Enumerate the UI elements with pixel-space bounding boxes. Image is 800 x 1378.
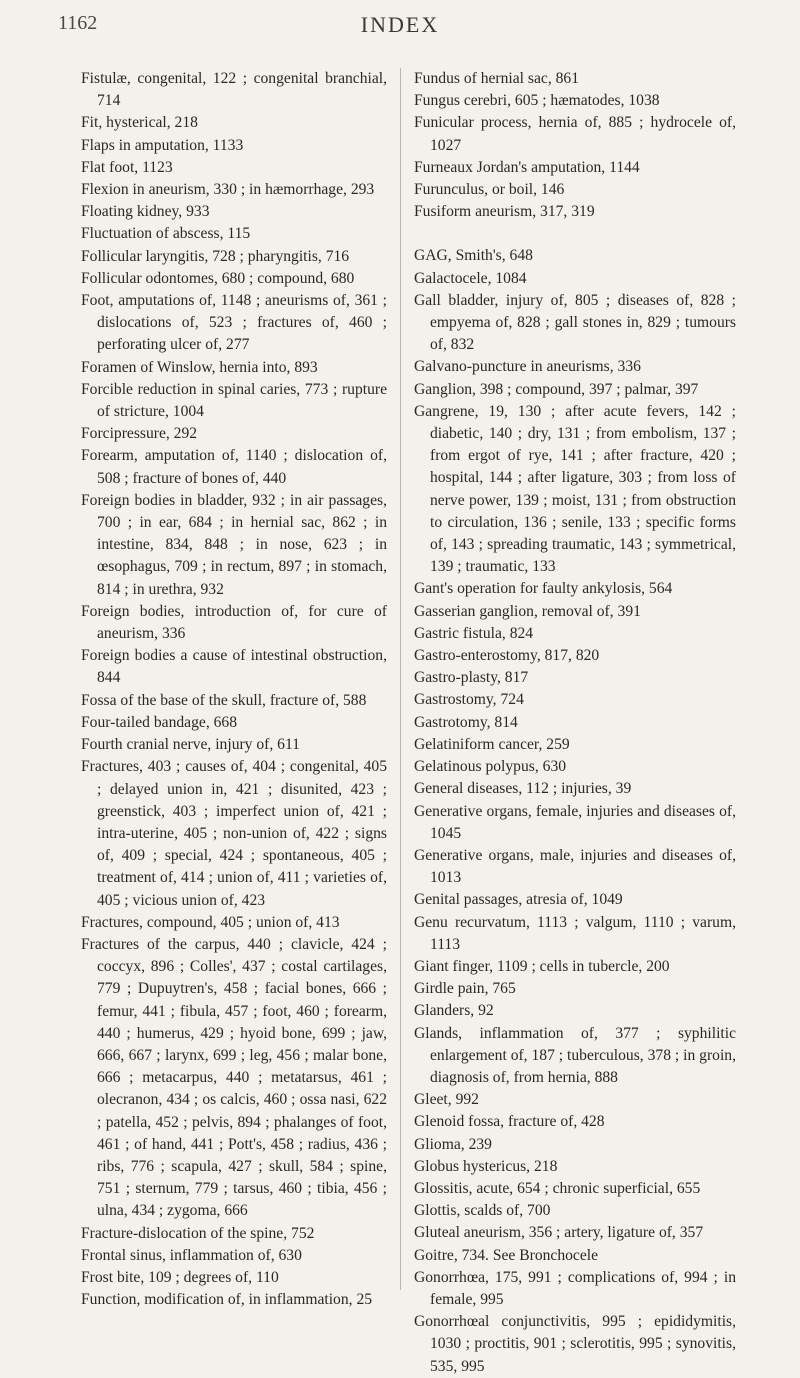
index-entry: Glossitis, acute, 654 ; chronic superficial, 655 xyxy=(414,1179,701,1197)
index-entry: Gelatiniform cancer, 259 xyxy=(414,735,570,753)
index-entry: Fractures of the carpus, 440 ; clavicle, 424 ; coccyx, 896 ; Colles', 437 ; costal cartilages, 779 ; Dupuytren's, 458 ; facial bones, 666 ; femur, 441 ; fibula, 457 ; foot, 460 ; forearm, 440 ; humerus, 429 ; hyoid bone, 699 ; jaw, 666, 667 ; larynx, 699 ; leg, 456 ; malar bone, 666 ; metacarpus, 440 ; metatarsus, 461 ; olecranon, 434 ; os calcis, 460 ; ossa nasi, 622 ; patella, 452 ; pelvis, 894 ; phalanges of foot, 461 ; of hand, 441 ; Pott's, 458 ; radius, 436 ; ribs, 776 ; scapula, 427 ; skull, 584 ; spine, 751 ; sternum, 779 ; tarsus, 460 ; tibia, 456 ; ulna, 434 ; zygoma, 666 xyxy=(81,935,387,1220)
index-section-g xyxy=(414,245,736,1377)
index-entry: Forcipressure, 292 xyxy=(81,425,198,443)
running-head: INDEX xyxy=(360,12,440,37)
index-entry: Foreign bodies in bladder, 932 ; in air passages, 700 ; in ear, 684 ; in hernial sac, 862 ; in intestine, 834, 848 ; in nose, 623 ; in œsophagus, 709 ; in rectum, 897 ; in stomach, 814 ; in urethra, 932 xyxy=(81,491,387,598)
index-entry: Gastrostomy, 724 xyxy=(414,691,524,709)
index-entry: Glioma, 239 xyxy=(414,1135,492,1153)
index-entry: Girdle pain, 765 xyxy=(414,980,516,998)
index-entry: Foot, amputations of, 1148 ; aneurisms of, 361 ; dislocations of, 523 ; fractures of, 460 ; perforating ulcer of, 277 xyxy=(81,292,387,354)
index-entry: Flaps in amputation, 1133 xyxy=(81,136,244,154)
index-entry: Frost bite, 109 ; degrees of, 110 xyxy=(81,1268,279,1286)
index-entry: Furneaux Jordan's amputation, 1144 xyxy=(414,158,640,176)
section-gap xyxy=(414,223,736,245)
index-entry: Furunculus, or boil, 146 xyxy=(414,181,565,199)
index-entry: Fistulæ, congenital, 122 ; congenital branchial, 714 xyxy=(81,70,387,110)
index-entry: Glanders, 92 xyxy=(414,1002,494,1020)
index-entry: Glands, inflammation of, 377 ; syphilitic enlargement of, 187 ; tuberculous, 378 ; in groin, diagnosis of, from hernia, 888 xyxy=(414,1024,736,1086)
index-entry: Foreign bodies a cause of intestinal obstruction, 844 xyxy=(81,647,387,687)
index-entry: Gall bladder, injury of, 805 ; diseases of, 828 ; empyema of, 828 ; gall stones in, 829 ; tumours of, 832 xyxy=(414,291,736,354)
index-entry: Gonorrhœal conjunctivitis, 995 ; epididymitis, 1030 ; proctitis, 901 ; sclerotitis, 995 ; synovitis, 535, 995 xyxy=(414,1313,736,1375)
index-entry: Gonorrhœa, 175, 991 ; complications of, 994 ; in female, 995 xyxy=(414,1268,736,1308)
index-entry: Gleet, 992 xyxy=(414,1091,479,1109)
index-entry: Four-tailed bandage, 668 xyxy=(81,713,238,731)
index-entry: Fractures, compound, 405 ; union of, 413 xyxy=(81,913,340,931)
index-entry: Frontal sinus, inflammation of, 630 xyxy=(81,1246,302,1264)
index-entry: Generative organs, male, injuries and diseases of, 1013 xyxy=(414,846,736,887)
index-entry: Ganglion, 398 ; compound, 397 ; palmar, 397 xyxy=(414,380,699,398)
index-entry: Genital passages, atresia of, 1049 xyxy=(414,891,623,909)
index-column-left xyxy=(81,68,387,1311)
index-entry: Forearm, amputation of, 1140 ; dislocation of, 508 ; fracture of bones of, 440 xyxy=(81,447,387,487)
index-entry: Fungus cerebri, 605 ; hæmatodes, 1038 xyxy=(414,92,660,110)
index-entry: Function, modification of, in inflammation, 25 xyxy=(81,1291,373,1309)
index-section-f xyxy=(414,68,736,223)
index-entry: General diseases, 112 ; injuries, 39 xyxy=(414,780,632,798)
index-entry: Gastrotomy, 814 xyxy=(414,713,518,731)
index-entry: Glenoid fossa, fracture of, 428 xyxy=(414,1113,605,1131)
index-entry: Fusiform aneurism, 317, 319 xyxy=(414,203,595,221)
index-entry: Generative organs, female, injuries and diseases of, 1045 xyxy=(414,802,736,842)
index-entry: Gelatinous polypus, 630 xyxy=(414,758,567,776)
index-entry: Foreign bodies, introduction of, for cure of aneurism, 336 xyxy=(81,602,387,643)
index-entry: Goitre, 734. See Bronchocele xyxy=(414,1246,599,1264)
index-entry: Gant's operation for faulty ankylosis, 564 xyxy=(414,580,673,598)
index-entry: Gastro-enterostomy, 817, 820 xyxy=(414,647,600,665)
index-entry: Fundus of hernial sac, 861 xyxy=(414,70,580,87)
index-entry: Gastric fistula, 824 xyxy=(414,624,534,642)
index-entry: Gangrene, 19, 130 ; after acute fevers, 142 ; diabetic, 140 ; dry, 131 ; from embolism, 137 ; from ergot of rye, 141 ; after fracture, 420 ; hospital, 144 ; after ligature, 303 ; from loss of nerve power, 139 ; moist, 131 ; from obstruction to circulation, 136 ; senile, 133 ; specific forms of, 143 ; spreading traumatic, 143 ; symmetrical, 139 ; traumatic, 133 xyxy=(414,402,736,576)
column-divider xyxy=(400,68,401,1290)
page-number: 1162 xyxy=(58,12,98,34)
index-entry: Funicular process, hernia of, 885 ; hydrocele of, 1027 xyxy=(414,114,736,154)
index-column-right xyxy=(414,68,736,1378)
index-entry: Follicular laryngitis, 728 ; pharyngitis, 716 xyxy=(81,247,350,265)
index-entry: Gasserian ganglion, removal of, 391 xyxy=(414,602,641,620)
index-entry: Floating kidney, 933 xyxy=(81,203,210,221)
index-entry: Fracture-dislocation of the spine, 752 xyxy=(81,1224,315,1242)
index-entry: Glottis, scalds of, 700 xyxy=(414,1202,551,1220)
index-entry: Fourth cranial nerve, injury of, 611 xyxy=(81,736,300,754)
index-entry: Genu recurvatum, 1113 ; valgum, 1110 ; varum, 1113 xyxy=(414,913,736,953)
index-entry: Fit, hysterical, 218 xyxy=(81,114,198,132)
index-entry: Foramen of Winslow, hernia into, 893 xyxy=(81,358,318,376)
index-entry: Gastro-plasty, 817 xyxy=(414,669,529,687)
index-entry: Follicular odontomes, 680 ; compound, 680 xyxy=(81,269,355,287)
index-entry: Fluctuation of abscess, 115 xyxy=(81,225,251,243)
index-entry: Forcible reduction in spinal caries, 773 ; rupture of stricture, 1004 xyxy=(81,380,387,421)
index-entry: Flat foot, 1123 xyxy=(81,158,173,176)
index-entry: Globus hystericus, 218 xyxy=(414,1157,558,1175)
index-entry: Fractures, 403 ; causes of, 404 ; congenital, 405 ; delayed union in, 421 ; disunited, 423 ; greenstick, 403 ; imperfect union of, 421 ; intra-uterine, 405 ; non-union of, 422 ; signs of, 409 ; special, 424 ; spontaneous, 405 ; treatment of, 414 ; union of, 411 ; varieties of, 405 ; vicious union of, 423 xyxy=(81,758,387,909)
index-entry: Galactocele, 1084 xyxy=(414,269,527,287)
index-entry: Fossa of the base of the skull, fracture of, 588 xyxy=(81,691,367,709)
index-entry: Flexion in aneurism, 330 ; in hæmorrhage, 293 xyxy=(81,181,375,199)
index-entry: Gluteal aneurism, 356 ; artery, ligature of, 357 xyxy=(414,1224,704,1242)
index-entry: Giant finger, 1109 ; cells in tubercle, 200 xyxy=(414,957,670,975)
index-entry: GAG, Smith's, 648 xyxy=(414,247,533,265)
index-entry: Galvano-puncture in aneurisms, 336 xyxy=(414,358,641,376)
page-header xyxy=(0,12,800,52)
